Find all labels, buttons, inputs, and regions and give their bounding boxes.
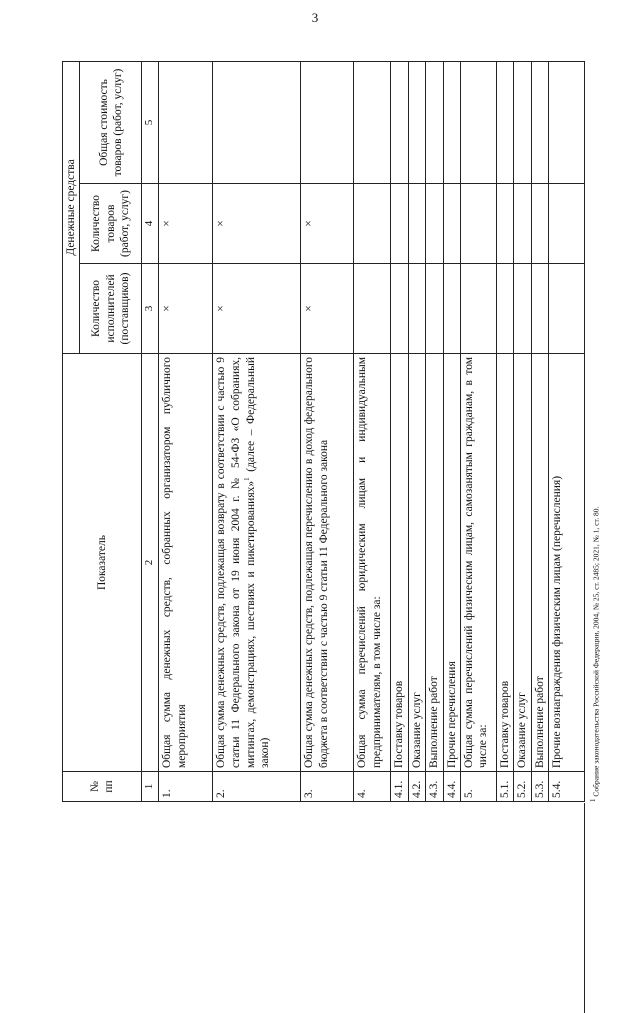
row-value-c5 bbox=[159, 61, 213, 183]
row-number: 5.1. bbox=[496, 772, 513, 802]
header-money-group: Денежные средства bbox=[63, 61, 80, 353]
row-value-c3 bbox=[514, 264, 531, 354]
row-indicator bbox=[408, 354, 425, 772]
footnote bbox=[589, 382, 601, 802]
row-value-c5 bbox=[354, 61, 391, 183]
row-value-c4 bbox=[443, 184, 460, 264]
row-value-c3: × bbox=[301, 264, 354, 354]
row-number: 4.3. bbox=[426, 772, 443, 802]
row-indicator-text: Оказание услуг bbox=[410, 692, 423, 768]
row-number: 4.4. bbox=[443, 772, 460, 802]
row-indicator-text: Общая сумма денежных средств, подлежащая возврату в соответствии с частью 9 статьи 11 Федерального закона от 19 июня 2004 г. № 54-ФЗ «О собраниях, митингах, демонстрациях, шествиях и пикетированиях» bbox=[215, 357, 257, 768]
row-number: 5.2. bbox=[514, 772, 531, 802]
footnote-reference: 1 bbox=[243, 477, 252, 481]
row-value-c5 bbox=[549, 61, 585, 183]
row-indicator-text-cont: (далее – Федеральный закон) bbox=[244, 357, 272, 768]
row-value-c4 bbox=[460, 184, 496, 264]
row-value-c5 bbox=[426, 61, 443, 183]
row-indicator-text: Поставку товаров bbox=[498, 680, 511, 768]
row-value-c3 bbox=[549, 264, 585, 354]
row-indicator-text: Прочие перечисления bbox=[445, 661, 458, 768]
footnote-marker: 1 bbox=[589, 798, 597, 802]
report-table bbox=[62, 61, 585, 802]
table-row bbox=[514, 61, 531, 801]
row-indicator bbox=[514, 354, 531, 772]
row-value-c4: × bbox=[159, 184, 213, 264]
row-value-c4 bbox=[549, 184, 585, 264]
table-row bbox=[531, 61, 548, 801]
row-indicator bbox=[549, 354, 585, 772]
row-indicator bbox=[531, 354, 548, 772]
row-value-c4 bbox=[426, 184, 443, 264]
col-number: 4 bbox=[142, 184, 159, 264]
column-number-row bbox=[142, 61, 159, 801]
row-indicator-text: Оказание услуг bbox=[516, 692, 529, 768]
col-number: 3 bbox=[142, 264, 159, 354]
table-row bbox=[159, 61, 213, 801]
table-row bbox=[460, 61, 496, 801]
table-row bbox=[549, 61, 585, 801]
row-value-c3 bbox=[426, 264, 443, 354]
row-value-c4 bbox=[391, 184, 408, 264]
row-number: 2. bbox=[213, 772, 301, 802]
row-indicator bbox=[426, 354, 443, 772]
header-total-cost: Общая стоимость товаров (работ, услуг) bbox=[80, 61, 142, 183]
header-indicator: Показатель bbox=[63, 354, 142, 772]
col-number: 1 bbox=[142, 772, 159, 802]
table-row bbox=[213, 61, 301, 801]
row-value-c4 bbox=[408, 184, 425, 264]
row-indicator-text: Общая сумма перечислений физическим лицам, самозанятым гражданам, в том числе за: bbox=[462, 357, 490, 768]
table-row bbox=[301, 61, 354, 801]
row-value-c3 bbox=[443, 264, 460, 354]
row-number: 5.3. bbox=[531, 772, 548, 802]
row-value-c3 bbox=[354, 264, 391, 354]
row-number: 4.2. bbox=[408, 772, 425, 802]
row-value-c4: × bbox=[301, 184, 354, 264]
row-value-c5 bbox=[391, 61, 408, 183]
col-number: 2 bbox=[142, 354, 159, 772]
row-value-c5 bbox=[443, 61, 460, 183]
page-number: 3 bbox=[311, 10, 319, 25]
row-value-c5 bbox=[408, 61, 425, 183]
row-indicator-text: Выполнение работ bbox=[533, 676, 546, 768]
row-number: 5.4. bbox=[549, 772, 585, 802]
row-indicator bbox=[460, 354, 496, 772]
row-indicator bbox=[496, 354, 513, 772]
row-value-c5 bbox=[514, 61, 531, 183]
row-value-c4: × bbox=[213, 184, 301, 264]
report-table-container bbox=[62, 62, 584, 802]
row-indicator-text: Общая сумма перечислений юридическим лицам и индивидуальным предпринимателям, в том числе за: bbox=[356, 357, 383, 768]
row-value-c3 bbox=[496, 264, 513, 354]
row-number: 4. bbox=[354, 772, 391, 802]
row-indicator bbox=[159, 354, 213, 772]
row-value-c4 bbox=[514, 184, 531, 264]
row-indicator bbox=[443, 354, 460, 772]
table-row bbox=[408, 61, 425, 801]
row-indicator bbox=[213, 354, 301, 772]
table-row bbox=[496, 61, 513, 801]
row-indicator bbox=[354, 354, 391, 772]
row-number: 3. bbox=[301, 772, 354, 802]
row-value-c3 bbox=[531, 264, 548, 354]
row-indicator-text: Общая сумма денежных средств, подлежащая перечислению в доход федерального бюджета в соответствии с частью 9 статьи 11 Федерального закона bbox=[303, 357, 330, 768]
row-indicator bbox=[391, 354, 408, 772]
row-value-c4 bbox=[531, 184, 548, 264]
row-value-c5 bbox=[460, 61, 496, 183]
footnote-text: Собрание законодательства Российской Федерации, 2004, № 25, ст. 2485; 2021, № 1, ст. 80. bbox=[591, 506, 601, 799]
row-number: 1. bbox=[159, 772, 213, 802]
row-number: 4.1. bbox=[391, 772, 408, 802]
table-row bbox=[426, 61, 443, 801]
row-value-c5 bbox=[301, 61, 354, 183]
footnote-rule bbox=[584, 803, 585, 1013]
row-value-c3: × bbox=[213, 264, 301, 354]
col-number: 5 bbox=[142, 61, 159, 183]
row-value-c4 bbox=[496, 184, 513, 264]
row-value-c3 bbox=[460, 264, 496, 354]
row-indicator-text: Общая сумма денежных средств, собранных организатором публичного мероприятия bbox=[161, 357, 188, 768]
table-body bbox=[159, 61, 585, 801]
row-value-c5 bbox=[496, 61, 513, 183]
row-value-c3 bbox=[391, 264, 408, 354]
row-indicator-text: Выполнение работ bbox=[428, 676, 441, 768]
row-value-c3: × bbox=[159, 264, 213, 354]
row-value-c5 bbox=[213, 61, 301, 183]
row-number: 5. bbox=[460, 772, 496, 802]
row-value-c4 bbox=[354, 184, 391, 264]
row-value-c3 bbox=[408, 264, 425, 354]
row-indicator bbox=[301, 354, 354, 772]
table-row bbox=[443, 61, 460, 801]
row-indicator-text: Прочие вознаграждения физическим лицам (перечисления) bbox=[551, 475, 563, 768]
header-executors: Количество исполнителей (поставщиков) bbox=[80, 264, 142, 354]
table-row bbox=[391, 61, 408, 801]
row-value-c5 bbox=[531, 61, 548, 183]
header-num: № пп bbox=[63, 772, 142, 802]
row-indicator-text: Поставку товаров bbox=[393, 680, 406, 768]
table-row bbox=[354, 61, 391, 801]
header-goods-qty: Количество товаров (работ, услуг) bbox=[80, 184, 142, 264]
